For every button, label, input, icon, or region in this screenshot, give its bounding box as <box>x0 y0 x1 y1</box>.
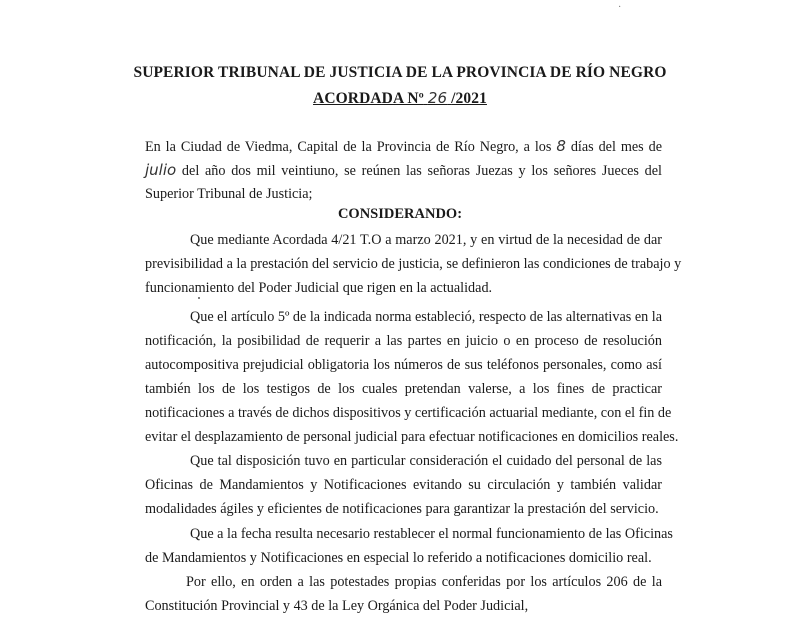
intro-month-handwritten: julio <box>145 161 177 179</box>
p3-line-1: Que tal disposición tuvo en particular consideración el cuidado del personal de las <box>190 453 662 469</box>
p1-line-2: previsibilidad a la prestación del servicio de justicia, se definieron las condiciones de trabajo y <box>145 256 682 272</box>
p2-line-3: autocompositiva prejudicial obligatoria los números de sus teléfonos personales, como así <box>145 357 662 373</box>
p5-line-2: Constitución Provincial y 43 de la Ley Orgánica del Poder Judicial, <box>145 598 529 614</box>
p2-line-4: también los de los testigos de los cuales pretendan valerse, a los fines de practicar <box>145 381 662 397</box>
acordada-number-handwritten: 26 <box>427 89 448 107</box>
p3-line-2: Oficinas de Mandamientos y Notificaciones evitando su circulación y también validar <box>145 477 662 493</box>
intro-line-1 <box>145 137 662 156</box>
corner-mark: · <box>618 2 622 13</box>
p5-line-1: Por ello, en orden a las potestades propias conferidas por los artículos 206 de la <box>186 574 662 590</box>
p1-line-1: Que mediante Acordada 4/21 T.O a marzo 2021, y en virtud de la necesidad de dar <box>190 232 662 248</box>
intro-line-3: Superior Tribunal de Justicia; <box>145 186 313 202</box>
considerando-heading: CONSIDERANDO: <box>337 206 463 222</box>
acordada-prefix: ACORDADA Nº <box>313 90 424 107</box>
p2-line-5: notificaciones a través de dichos dispositivos y certificación actuarial mediante, con el fin de <box>145 405 672 421</box>
p4-line-2: de Mandamientos y Notificaciones en especial lo referido a notificaciones domicilio real. <box>145 550 652 566</box>
p1-line-3: funcionamiento del Poder Judicial que rigen en la actualidad. <box>145 280 493 296</box>
p2-line-6: evitar el desplazamiento de personal judicial para efectuar notificaciones en domicilios reales. <box>145 429 679 445</box>
p4-line-1: Que a la fecha resulta necesario restablecer el normal funcionamiento de las Oficinas <box>190 526 673 542</box>
scan-speck <box>198 297 200 299</box>
intro-text-a: En la Ciudad de Viedma, Capital de la Provincia de Río Negro, a los <box>145 139 552 155</box>
p3-line-3: modalidades ágiles y eficientes de notificaciones para garantizar la prestación del servicio. <box>145 501 659 517</box>
intro-text-b: días del mes de <box>570 139 663 155</box>
intro-day-handwritten: 8 <box>556 137 566 155</box>
intro-line-2 <box>145 161 662 180</box>
acordada-title <box>0 89 800 108</box>
institution-title: SUPERIOR TRIBUNAL DE JUSTICIA DE LA PROVINCIA DE RÍO NEGRO <box>133 64 667 81</box>
acordada-year: /2021 <box>451 90 487 107</box>
intro-text-c: del año dos mil veintiuno, se reúnen las señoras Juezas y los señores Jueces del <box>181 163 662 179</box>
p2-line-1: Que el artículo 5º de la indicada norma estableció, respecto de las alternativas en la <box>190 309 662 325</box>
p2-line-2: notificación, la posibilidad de requerir a las partes en juicio o en proceso de resolución <box>145 333 662 349</box>
